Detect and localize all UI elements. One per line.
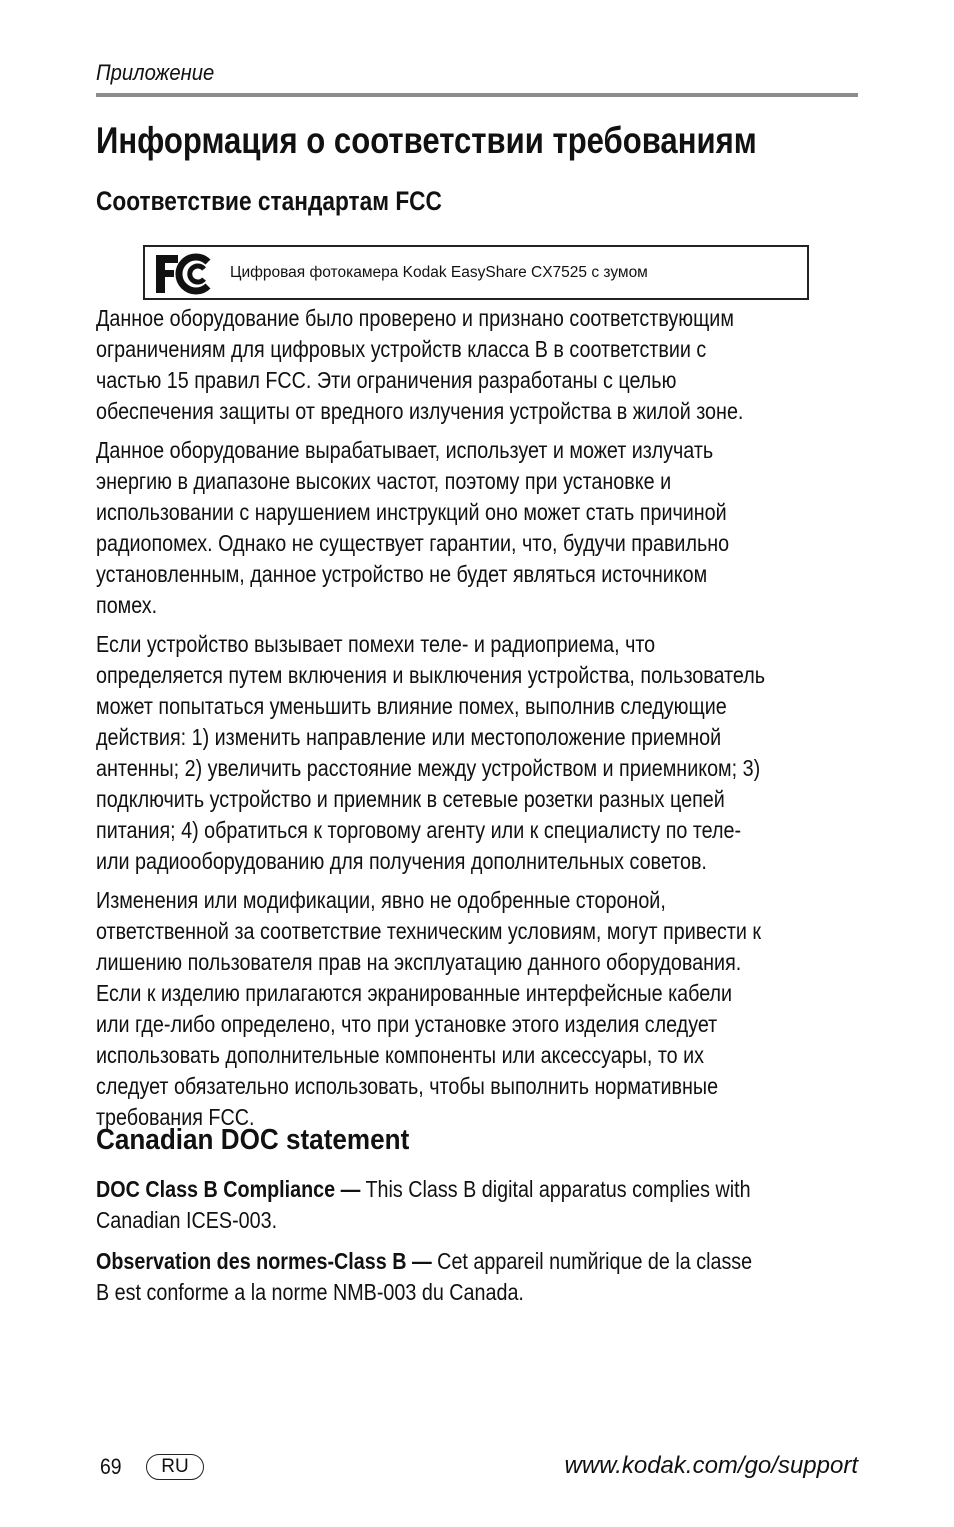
product-caption: Цифровая фотокамера Kodak EasyShare CX7525 с зумом xyxy=(230,264,648,281)
doc-compliance-text: This Class B digital apparatus complies with Canadian ICES-003. xyxy=(96,1176,751,1233)
language-badge: RU xyxy=(146,1454,204,1480)
support-url-link[interactable]: www.kodak.com/go/support xyxy=(564,1452,858,1479)
page-number: 69 xyxy=(100,1454,122,1479)
header-rule xyxy=(96,93,858,97)
fcc-paragraph-1: Данное оборудование было проверено и признано соответствующим ограничениям для цифровых устройств класса B в соответствии с частью 15 правил FCC. Эти ограничения разработаны с целью обеспечения защиты от вредного излучения устройства в жилой зоне. xyxy=(96,305,744,424)
fcc-body xyxy=(96,303,896,1141)
observation-label: Observation des normes-Class B — xyxy=(96,1248,432,1274)
doc-compliance-label: DOC Class B Compliance — xyxy=(96,1176,361,1202)
running-head: Приложение xyxy=(96,60,215,85)
fcc-logo-icon xyxy=(154,252,216,296)
page-title: Информация о соответствии требованиям xyxy=(96,120,757,161)
observation-paragraph xyxy=(96,1246,768,1308)
doc-compliance-paragraph xyxy=(96,1174,768,1236)
page-footer xyxy=(96,1450,858,1486)
fcc-section-heading: Соответствие стандартам FCC xyxy=(96,186,442,216)
fcc-paragraph-4: Изменения или модификации, явно не одобренные стороной, ответственной за соответствие техническим условиям, могут привести к лишению пользователя прав на эксплуатацию данного оборудования. Если к изделию прилагаются экранированные интерфейсные кабели или где-либо определено, что при установке этого изделия следует использовать дополнительные компоненты или аксессуары, то их следует обязательно использовать, чтобы выполнить нормативные требования FCC. xyxy=(96,887,762,1130)
canadian-heading: Canadian DOC statement xyxy=(96,1124,410,1156)
fcc-paragraph-2: Данное оборудование вырабатывает, использует и может излучать энергию в диапазоне высоких частот, поэтому при установке и использовании с нарушением инструкций оно может стать причиной радиопомех. Однако не существует гарантии, что, будучи правильно установленным, данное устройство не будет являться источником помех. xyxy=(96,437,730,618)
fcc-label-box xyxy=(143,245,809,300)
fcc-logo-text: FC xyxy=(156,293,158,294)
observation-text: Cet appareil numйrique de la classe B est conforme a la norme NMB-003 du Canada. xyxy=(96,1248,753,1305)
fcc-paragraph-3: Если устройство вызывает помехи теле- и радиоприема, что определяется путем включения и выключения устройства, пользователь может попытаться уменьшить влияние помех, выполнив следующие действия: 1) изменить направление или местоположение приемной антенны; 2) увеличить расстояние между устройством и приемником; 3) подключить устройство и приемник в сетевые розетки разных цепей питания; 4) обратиться к торговому агенту или к специалисту по теле- или радиооборудованию для получения дополнительных советов. xyxy=(96,631,766,874)
canadian-section xyxy=(96,1120,896,1318)
